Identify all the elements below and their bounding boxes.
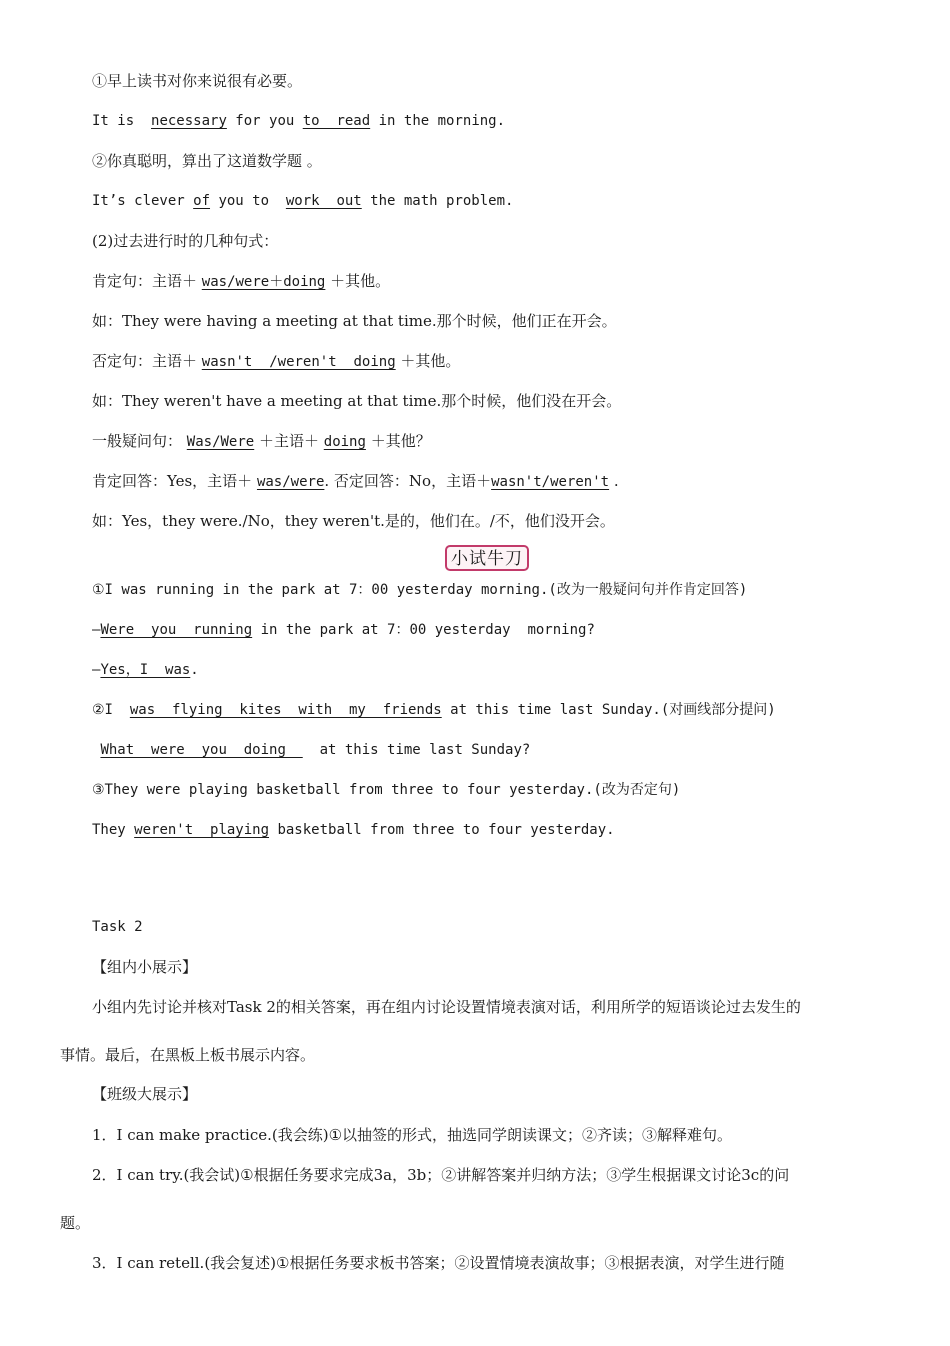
affirmative-pattern: 肯定句：主语＋ was/were＋doing ＋其他。 xyxy=(92,272,391,290)
answer-blank: was flying kites with my friends xyxy=(129,702,442,718)
answer-example: 如：Yes，they were./No，they weren't.是的，他们在。/不，他们没开会。 xyxy=(92,512,615,530)
section-heading-past-continuous: (2)过去进行时的几种句式： xyxy=(92,232,279,250)
exercise-answer-1b: —Yes，I was. xyxy=(92,662,199,678)
answer-blank: Was/Were xyxy=(186,434,255,450)
negative-pattern: 否定句：主语＋ wasn't /weren't doing ＋其他。 xyxy=(92,352,461,370)
practice-badge: 小试牛刀 xyxy=(445,545,529,571)
exercise-question-3: ③They were playing basketball from three to four yesterday.(改为否定句) xyxy=(92,782,681,798)
example-cn-2: ②你真聪明，算出了这道数学题 。 xyxy=(92,152,322,170)
answer-blank: work out xyxy=(285,193,362,209)
answer-blank: necessary xyxy=(151,113,227,129)
exercise-answer-1a: —Were you running in the park at 7：00 yesterday morning? xyxy=(92,622,595,638)
answer-blank: Yes，I was xyxy=(100,662,191,678)
answer-blank: What were you doing xyxy=(100,742,303,758)
answer-blank: doing xyxy=(323,434,366,450)
example-en-1: It is necessary for you to read in the morning. xyxy=(92,113,506,129)
task-title: Task 2 xyxy=(92,919,143,935)
example-cn-1: ①早上读书对你来说很有必要。 xyxy=(92,72,303,90)
group-heading: 【组内小展示】 xyxy=(92,958,198,976)
affirmative-example: 如：They were having a meeting at that time.那个时候，他们正在开会。 xyxy=(92,312,617,330)
class-item-2-line-1: 2．I can try.(我会试)①根据任务要求完成3a，3b；②讲解答案并归纳方法；③学生根据课文讨论3c的问 xyxy=(92,1166,790,1184)
answer-blank: to read xyxy=(302,113,371,129)
class-heading: 【班级大展示】 xyxy=(92,1085,198,1103)
answer-blank: was/were xyxy=(256,474,325,490)
answer-blank: was/were＋doing xyxy=(201,274,326,290)
class-item-1: 1．I can make practice.(我会练)①以抽签的形式，抽选同学朗读课文；②齐读；③解释难句。 xyxy=(92,1126,733,1144)
class-item-3: 3．I can retell.(我会复述)①根据任务要求板书答案；②设置情境表演故事；③根据表演，对学生进行随 xyxy=(92,1254,785,1272)
exercise-answer-3: They weren't playing basketball from three to four yesterday. xyxy=(92,822,615,838)
exercise-question-1: ①I was running in the park at 7：00 yesterday morning.(改为一般疑问句并作肯定回答) xyxy=(92,582,748,598)
group-paragraph-line-2: 事情。最后，在黑板上板书展示内容。 xyxy=(60,1046,316,1064)
exercise-answer-2: What were you doing at this time last Sunday? xyxy=(100,742,531,758)
class-item-2-line-2: 题。 xyxy=(60,1214,91,1232)
answer-blank: weren't playing xyxy=(134,822,270,838)
question-pattern: 一般疑问句： Was/Were ＋主语＋ doing ＋其他？ xyxy=(92,432,431,450)
exercise-question-2: ②I was flying kites with my friends at this time last Sunday.(对画线部分提问) xyxy=(92,702,776,718)
answer-blank: Were you running xyxy=(100,622,253,638)
answer-blank: wasn't/weren't xyxy=(491,474,610,490)
answer-blank: wasn't /weren't doing xyxy=(201,354,396,370)
group-paragraph-line-1: 小组内先讨论并核对Task 2的相关答案，再在组内讨论设置情境表演对话，利用所学的短语谈论过去发生的 xyxy=(92,998,801,1016)
answer-pattern: 肯定回答：Yes，主语＋ was/were. 否定回答：No，主语＋wasn't/weren't . xyxy=(92,472,619,490)
negative-example: 如：They weren't have a meeting at that time.那个时候，他们没在开会。 xyxy=(92,392,622,410)
example-en-2: It’s clever of you to work out the math problem. xyxy=(92,193,514,209)
answer-blank: of xyxy=(193,193,211,209)
